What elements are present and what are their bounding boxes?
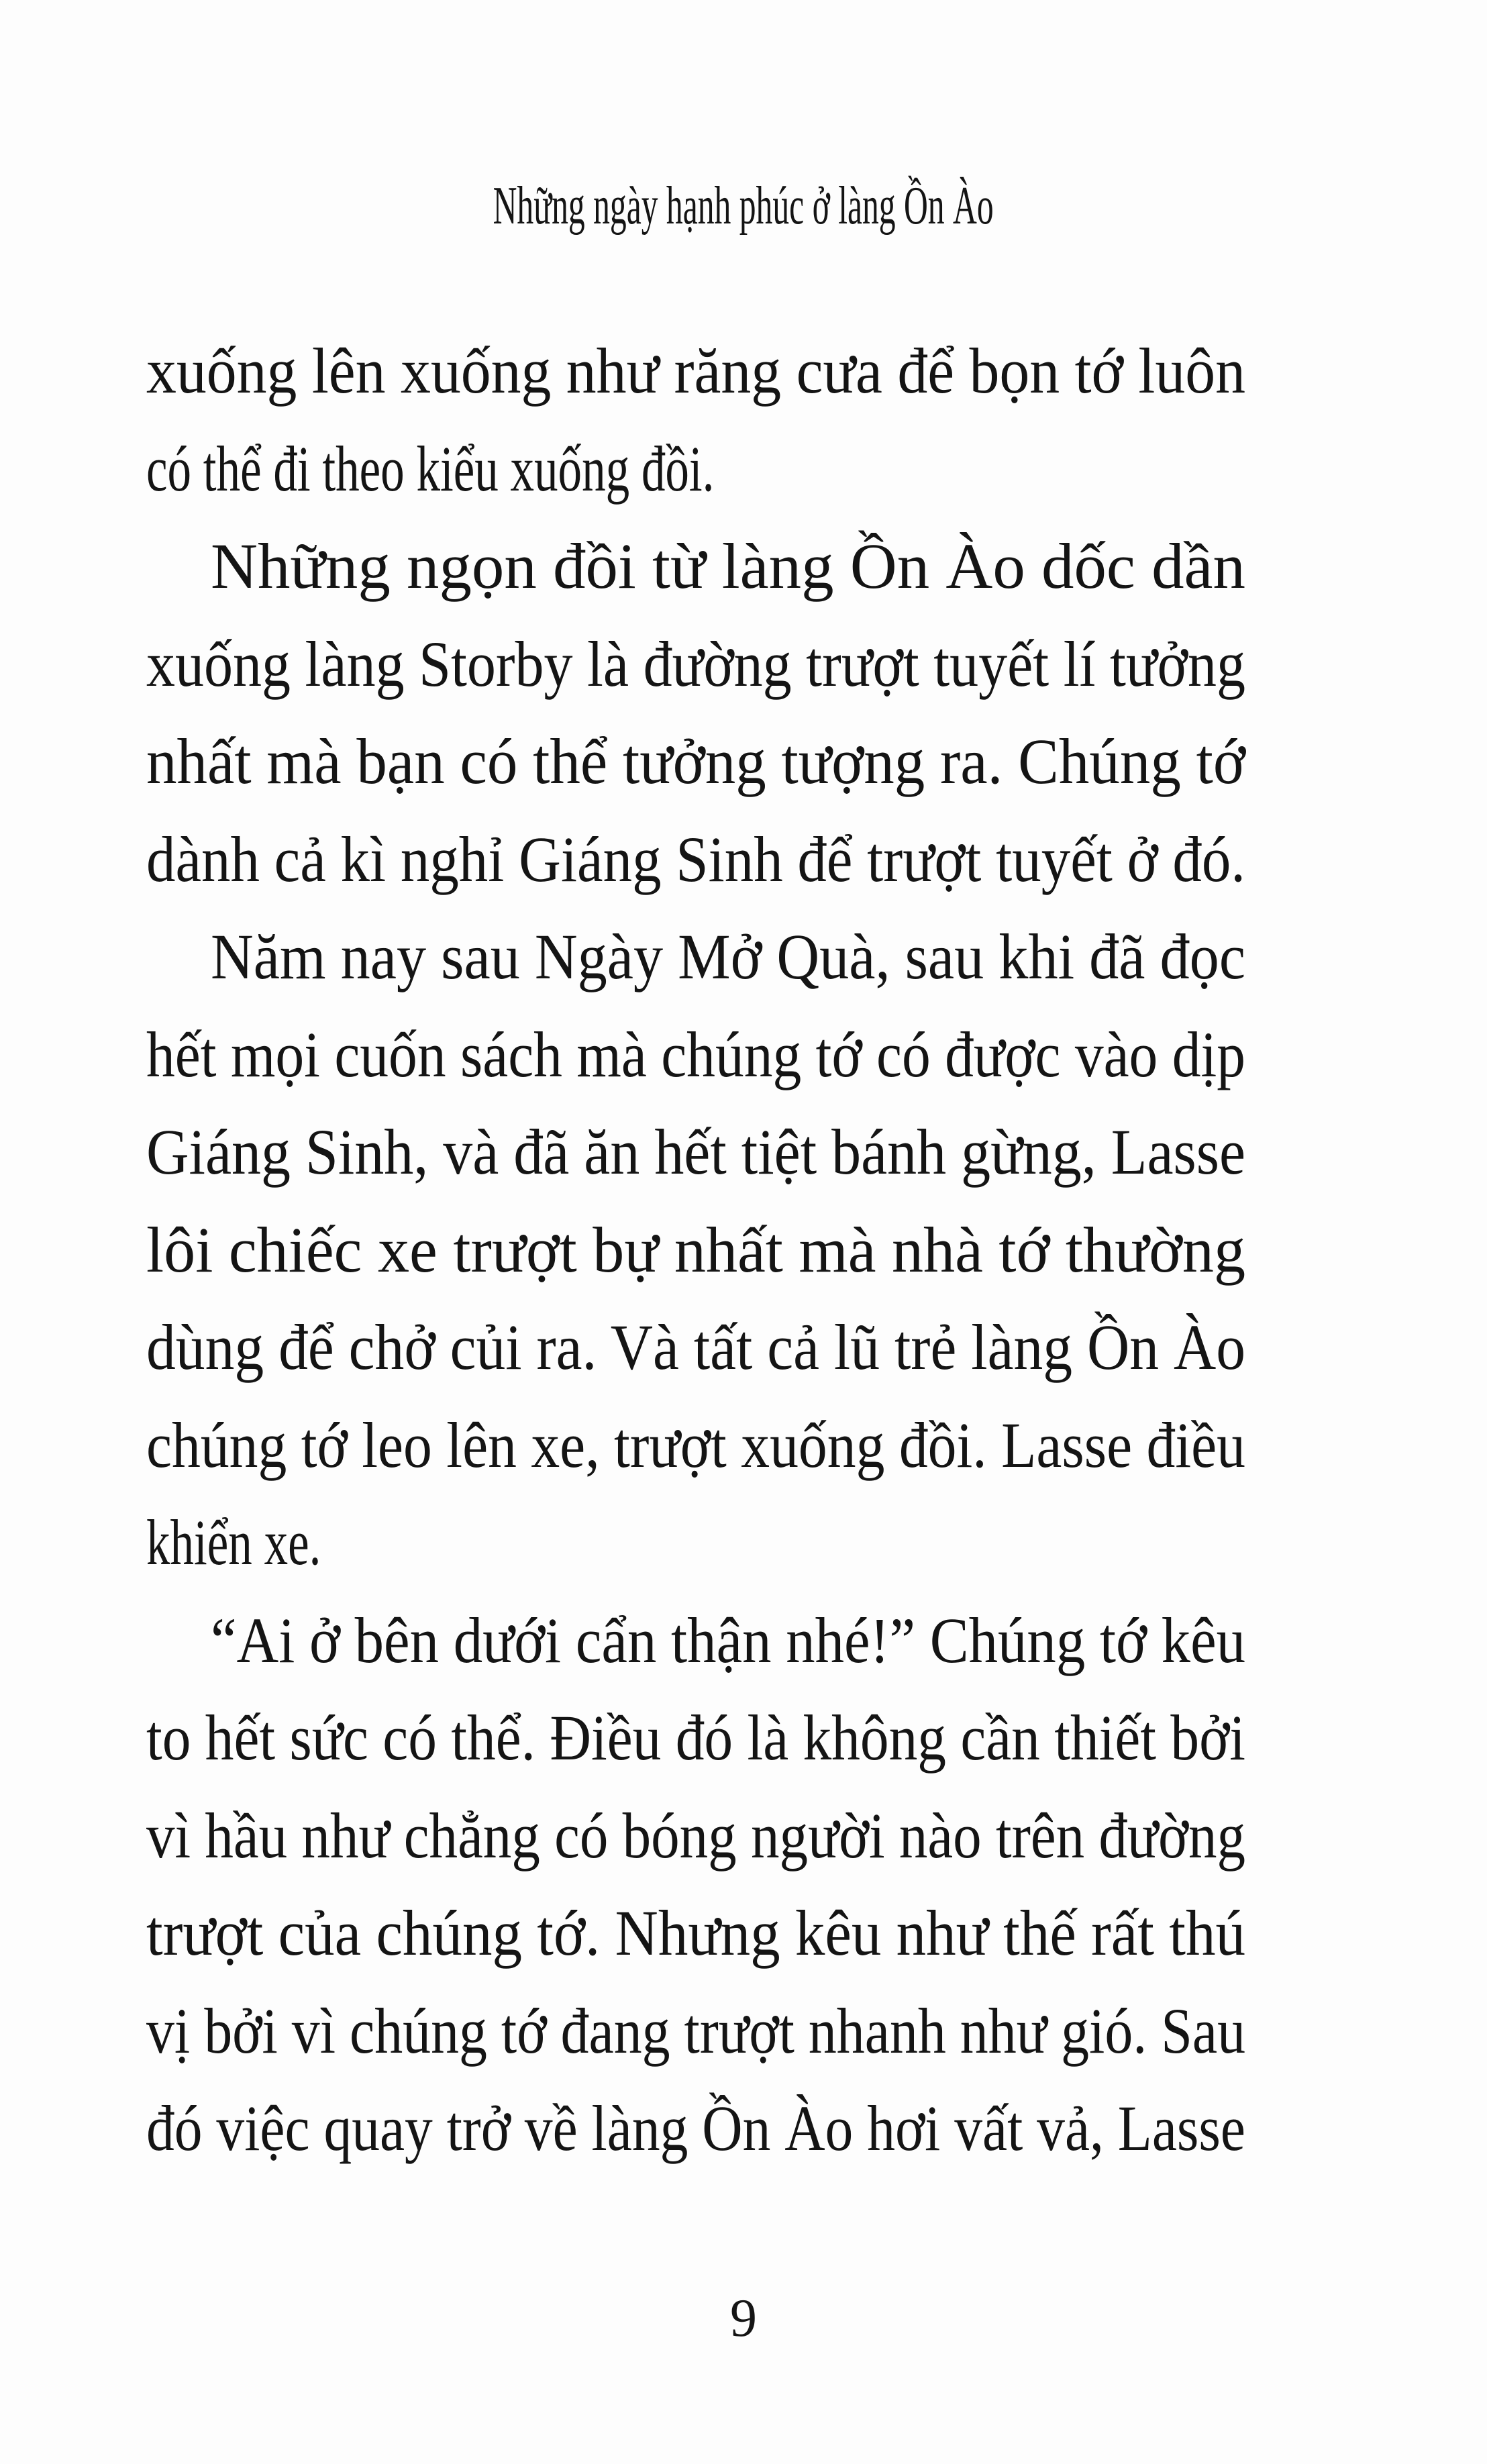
text-line-content: Những ngọn đồi từ làng Ồn Ào dốc dần (211, 530, 1245, 602)
text-line (146, 811, 1245, 909)
text-line (146, 1884, 1245, 1982)
text-line-content: trượt của chúng tớ. Nhưng kêu như thế rất thú (146, 1897, 1245, 1969)
text-line-content: dùng để chở củi ra. Và tất cả lũ trẻ làng Ồn Ào (146, 1311, 1245, 1383)
page-number: 9 (730, 2289, 757, 2348)
text-line-content: hết mọi cuốn sách mà chúng tớ có được vào dịp (146, 1018, 1245, 1090)
text-line-content: to hết sức có thể. Điều đó là không cần thiết bởi (146, 1702, 1245, 1774)
text-line-content: nhất mà bạn có thể tưởng tượng ra. Chúng tớ (146, 725, 1245, 797)
text-line-content: “Ai ở bên dưới cẩn thận nhé!” Chúng tớ kêu (211, 1604, 1245, 1676)
text-line (146, 1006, 1245, 1104)
text-line-content: khiển xe. (146, 1506, 321, 1578)
running-head (0, 176, 1487, 236)
text-line (146, 908, 1245, 1006)
text-line-content: lôi chiếc xe trượt bự nhất mà nhà tớ thường (146, 1213, 1245, 1286)
page-body (146, 322, 1245, 2177)
text-line (146, 615, 1245, 713)
text-line-content: dành cả kì nghỉ Giáng Sinh để trượt tuyết ở đó. (146, 823, 1245, 895)
text-line-content: xuống lên xuống như răng cưa để bọn tớ luôn (146, 335, 1245, 407)
text-line (146, 1201, 1245, 1299)
text-line (146, 1494, 1245, 1592)
text-line-content: chúng tớ leo lên xe, trượt xuống đồi. Lasse điều (146, 1408, 1245, 1481)
text-line (146, 1592, 1245, 1690)
text-line (146, 713, 1245, 811)
text-line (146, 420, 1245, 518)
text-line (146, 1787, 1245, 1885)
text-line-content: vì hầu như chẳng có bóng người nào trên đường (146, 1799, 1245, 1871)
text-line (146, 1103, 1245, 1201)
text-line-content: có thể đi theo kiểu xuống đồi. (146, 432, 715, 505)
text-line (146, 517, 1245, 615)
running-head-text: Những ngày hạnh phúc ở làng Ồn Ào (493, 176, 994, 236)
text-line-content: vị bởi vì chúng tớ đang trượt nhanh như gió. Sau (146, 1994, 1245, 2067)
text-line-content: xuống làng Storby là đường trượt tuyết lí tưởng (146, 627, 1245, 700)
text-line (146, 1298, 1245, 1396)
text-line-content: Giáng Sinh, và đã ăn hết tiệt bánh gừng, Lasse (146, 1116, 1245, 1188)
text-line-content: Năm nay sau Ngày Mở Quà, sau khi đã đọc (211, 921, 1245, 992)
text-line (146, 1396, 1245, 1494)
text-line (146, 1982, 1245, 2080)
text-line (146, 2080, 1245, 2177)
text-line-content: đó việc quay trở về làng Ồn Ào hơi vất vả, Lasse (146, 2092, 1245, 2164)
text-line (146, 322, 1245, 420)
text-line (146, 1689, 1245, 1787)
